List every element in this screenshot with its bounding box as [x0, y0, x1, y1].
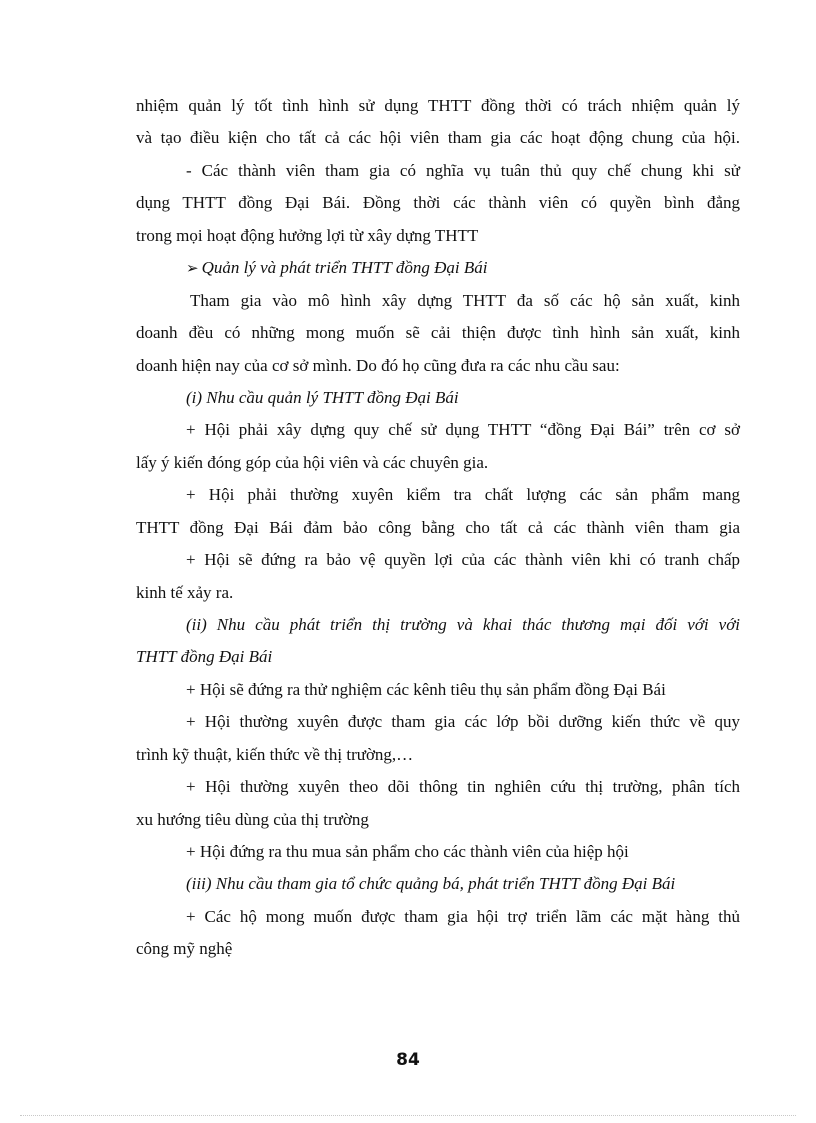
paragraph-line: trình kỹ thuật, kiến thức về thị trường,… [136, 745, 414, 764]
paragraph-line: + Các hộ mong muốn được tham gia hội trợ triển lãm các mặt hàng thủ [186, 907, 740, 926]
paragraph-line: + Hội thường xuyên theo dõi thông tin nghiên cứu thị trường, phân tích [186, 777, 740, 796]
section-heading-text: Quản lý và phát triển THTT đồng Đại Bái [201, 258, 488, 277]
arrow-bullet-icon: ➢ [186, 261, 199, 277]
paragraph-line: xu hướng tiêu dùng của thị trường [136, 810, 369, 829]
paragraph-line: + Hội sẽ đứng ra thử nghiệm các kênh tiêu thụ sản phẩm đồng Đại Bái [186, 680, 666, 699]
section-heading [186, 257, 740, 279]
paragraph-line: trong mọi hoạt động hưởng lợi từ xây dựng THTT [136, 226, 479, 245]
paragraph-line: + Hội phải xây dựng quy chế sử dụng THTT “đồng Đại Bái” trên cơ sở [186, 420, 740, 439]
paragraph-line: dụng THTT đồng Đại Bái. Đồng thời các thành viên có quyền bình đẳng [136, 193, 740, 212]
paragraph-line: + Hội đứng ra thu mua sản phẩm cho các thành viên của hiệp hội [186, 842, 629, 861]
paragraph-line: công mỹ nghệ [136, 939, 233, 958]
paragraph-line: + Hội sẽ đứng ra bảo vệ quyền lợi của các thành viên khi có tranh chấp [186, 550, 740, 569]
paragraph-line: và tạo điều kiện cho tất cả các hội viên tham gia các hoạt động chung của hội. [136, 128, 740, 147]
paragraph-line: + Hội thường xuyên được tham gia các lớp bồi dưỡng kiến thức về quy [186, 712, 740, 731]
subheading-ii: (ii) Nhu cầu phát triển thị trường và khai thác thương mại đối với với [186, 615, 740, 634]
paragraph-line: nhiệm quản lý tốt tình hình sử dụng THTT đồng thời có trách nhiệm quản lý [136, 96, 740, 115]
subheading-ii-continued: THTT đồng Đại Bái [136, 647, 273, 666]
paragraph-line: lấy ý kiến đóng góp của hội viên và các chuyên gia. [136, 453, 489, 472]
page-bottom-border [20, 1115, 796, 1116]
paragraph-line: THTT đồng Đại Bái đảm bảo công bằng cho tất cả các thành viên tham gia [136, 518, 740, 537]
paragraph-line: Tham gia vào mô hình xây dựng THTT đa số các hộ sản xuất, kinh [190, 291, 740, 310]
paragraph-line: doanh hiện nay của cơ sở mình. Do đó họ cũng đưa ra các nhu cầu sau: [136, 356, 620, 375]
paragraph-line: doanh đều có những mong muốn sẽ cải thiện được tình hình sản xuất, kinh [136, 323, 740, 342]
page-number: 84 [396, 1050, 420, 1070]
paragraph-line: kinh tế xảy ra. [136, 583, 234, 602]
paragraph-line: - Các thành viên tham gia có nghĩa vụ tuân thủ quy chế chung khi sử [186, 161, 740, 180]
subheading-iii: (iii) Nhu cầu tham gia tổ chức quảng bá, phát triển THTT đồng Đại Bái [186, 874, 676, 893]
subheading-i: (i) Nhu cầu quản lý THTT đồng Đại Bái [186, 388, 459, 407]
paragraph-line: + Hội phải thường xuyên kiểm tra chất lượng các sản phẩm mang [186, 485, 740, 504]
